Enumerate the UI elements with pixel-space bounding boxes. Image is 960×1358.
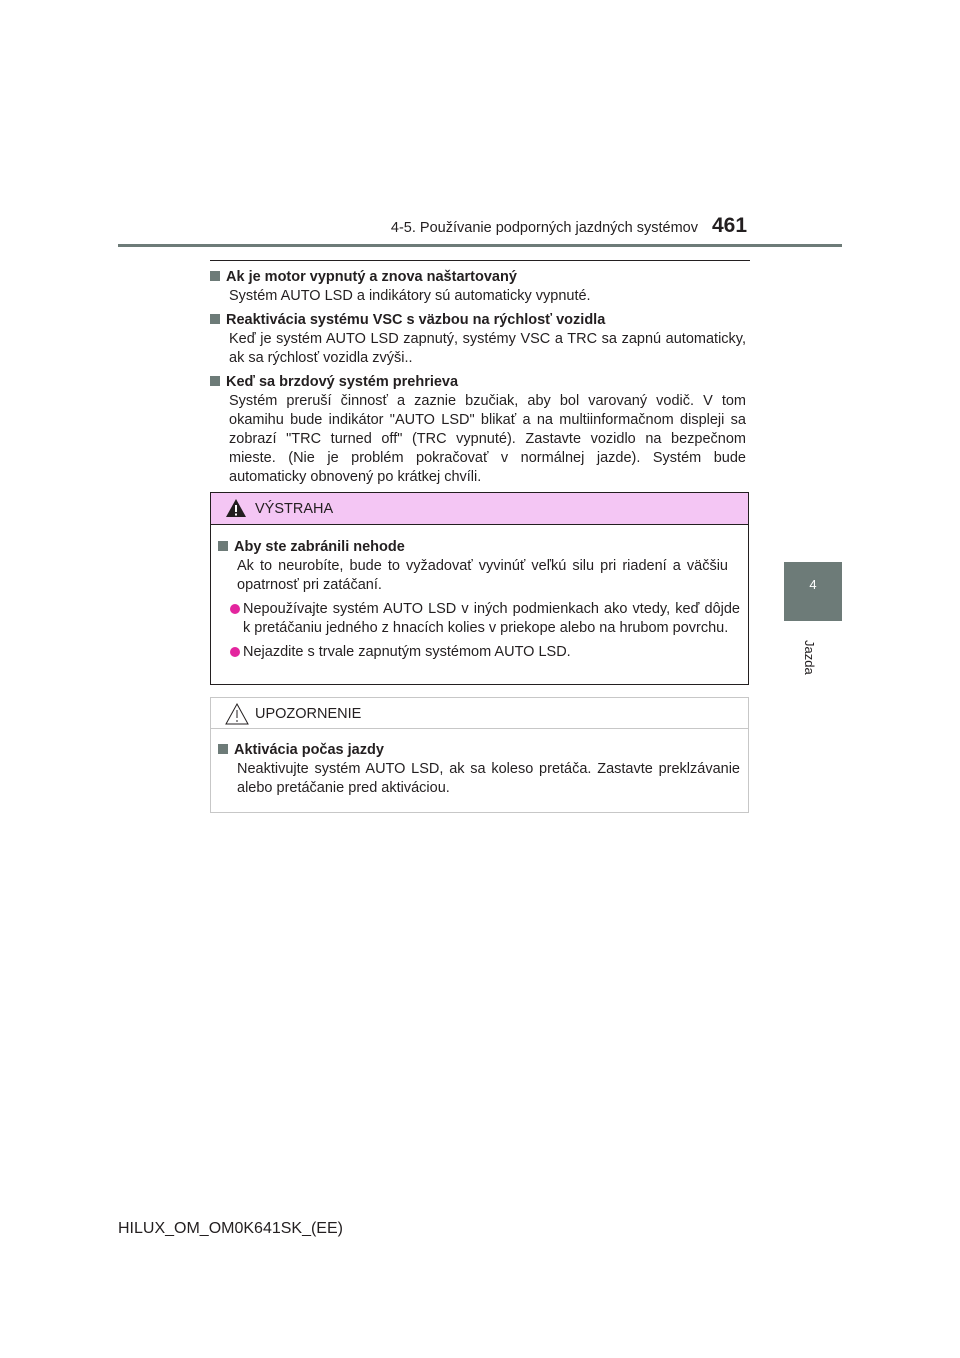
chapter-label: Jazda bbox=[802, 640, 817, 675]
chapter-tab bbox=[784, 562, 842, 621]
section-title: Reaktivácia systému VSC s väzbou na rýchlosť vozidla bbox=[226, 312, 606, 328]
warning-header bbox=[211, 493, 748, 525]
section-engine-restart bbox=[210, 267, 746, 306]
caution-header bbox=[211, 698, 748, 729]
chapter-number: 4 bbox=[809, 577, 817, 592]
caution-title: Aktivácia počas jazdy bbox=[234, 742, 384, 758]
section-brake-overheat bbox=[210, 372, 746, 487]
circle-bullet-icon bbox=[230, 647, 240, 657]
warning-text: Ak to neurobíte, bude to vyžadovať vyvinúť veľkú silu pri riadení a väčšiu opatrnosť pri zatáčaní. bbox=[237, 558, 728, 593]
section-title: Ak je motor vypnutý a znova naštartovaný bbox=[226, 269, 517, 285]
section-text: Keď je systém AUTO LSD zapnutý, systémy VSC a TRC sa zapnú automaticky, ak sa rýchlosť vozidla zvýši.. bbox=[229, 331, 746, 366]
circle-bullet-icon bbox=[230, 604, 240, 614]
warning-bullet: Nepoužívajte systém AUTO LSD v iných podmienkach ako vtedy, keď dôjde k pretáčaniu jedného z hnacích kolies v priekope alebo na hrubom povrchu. bbox=[230, 600, 740, 638]
warning-triangle-icon bbox=[225, 497, 247, 519]
section-vsc-reactivation bbox=[210, 310, 746, 368]
square-bullet-icon bbox=[210, 271, 220, 281]
caution-triangle-icon bbox=[225, 702, 249, 726]
content-rule bbox=[210, 260, 750, 261]
warning-box bbox=[210, 492, 749, 685]
section-text: Systém preruší činnosť a zaznie bzučiak, aby bol varovaný vodič. V tom okamihu bude indikátor "AUTO LSD" blikať a na multiinformačnom displeji sa zobrazí "TRC turned off" (TRC vypnuté). Zastavte vozidlo na bezpečnom mieste. (Nie je problém pokračovať v normálnej jazde). Systém bude automaticky obnovený po krátkej chvíli. bbox=[229, 393, 746, 485]
document-code: HILUX_OM_OM0K641SK_(EE) bbox=[118, 1220, 343, 1237]
caution-label: UPOZORNENIE bbox=[255, 706, 362, 722]
page-number: 461 bbox=[712, 214, 748, 237]
warning-bullet: Nejazdite s trvale zapnutým systémom AUTO LSD. bbox=[230, 643, 740, 662]
square-bullet-icon bbox=[210, 314, 220, 324]
header-rule bbox=[118, 244, 842, 247]
square-bullet-icon bbox=[218, 541, 228, 551]
caution-text: Neaktivujte systém AUTO LSD, ak sa koleso pretáča. Zastavte preklzávanie alebo pretáčanie pred aktiváciou. bbox=[237, 761, 740, 796]
square-bullet-icon bbox=[210, 376, 220, 386]
warning-title: Aby ste zabránili nehode bbox=[234, 539, 405, 555]
caution-box bbox=[210, 697, 749, 813]
warning-label: VÝSTRAHA bbox=[255, 501, 334, 517]
running-header-title: 4-5. Používanie podporných jazdných systémov bbox=[390, 220, 698, 236]
square-bullet-icon bbox=[218, 744, 228, 754]
section-text: Systém AUTO LSD a indikátory sú automaticky vypnuté. bbox=[229, 288, 591, 304]
section-title: Keď sa brzdový systém prehrieva bbox=[226, 374, 459, 390]
